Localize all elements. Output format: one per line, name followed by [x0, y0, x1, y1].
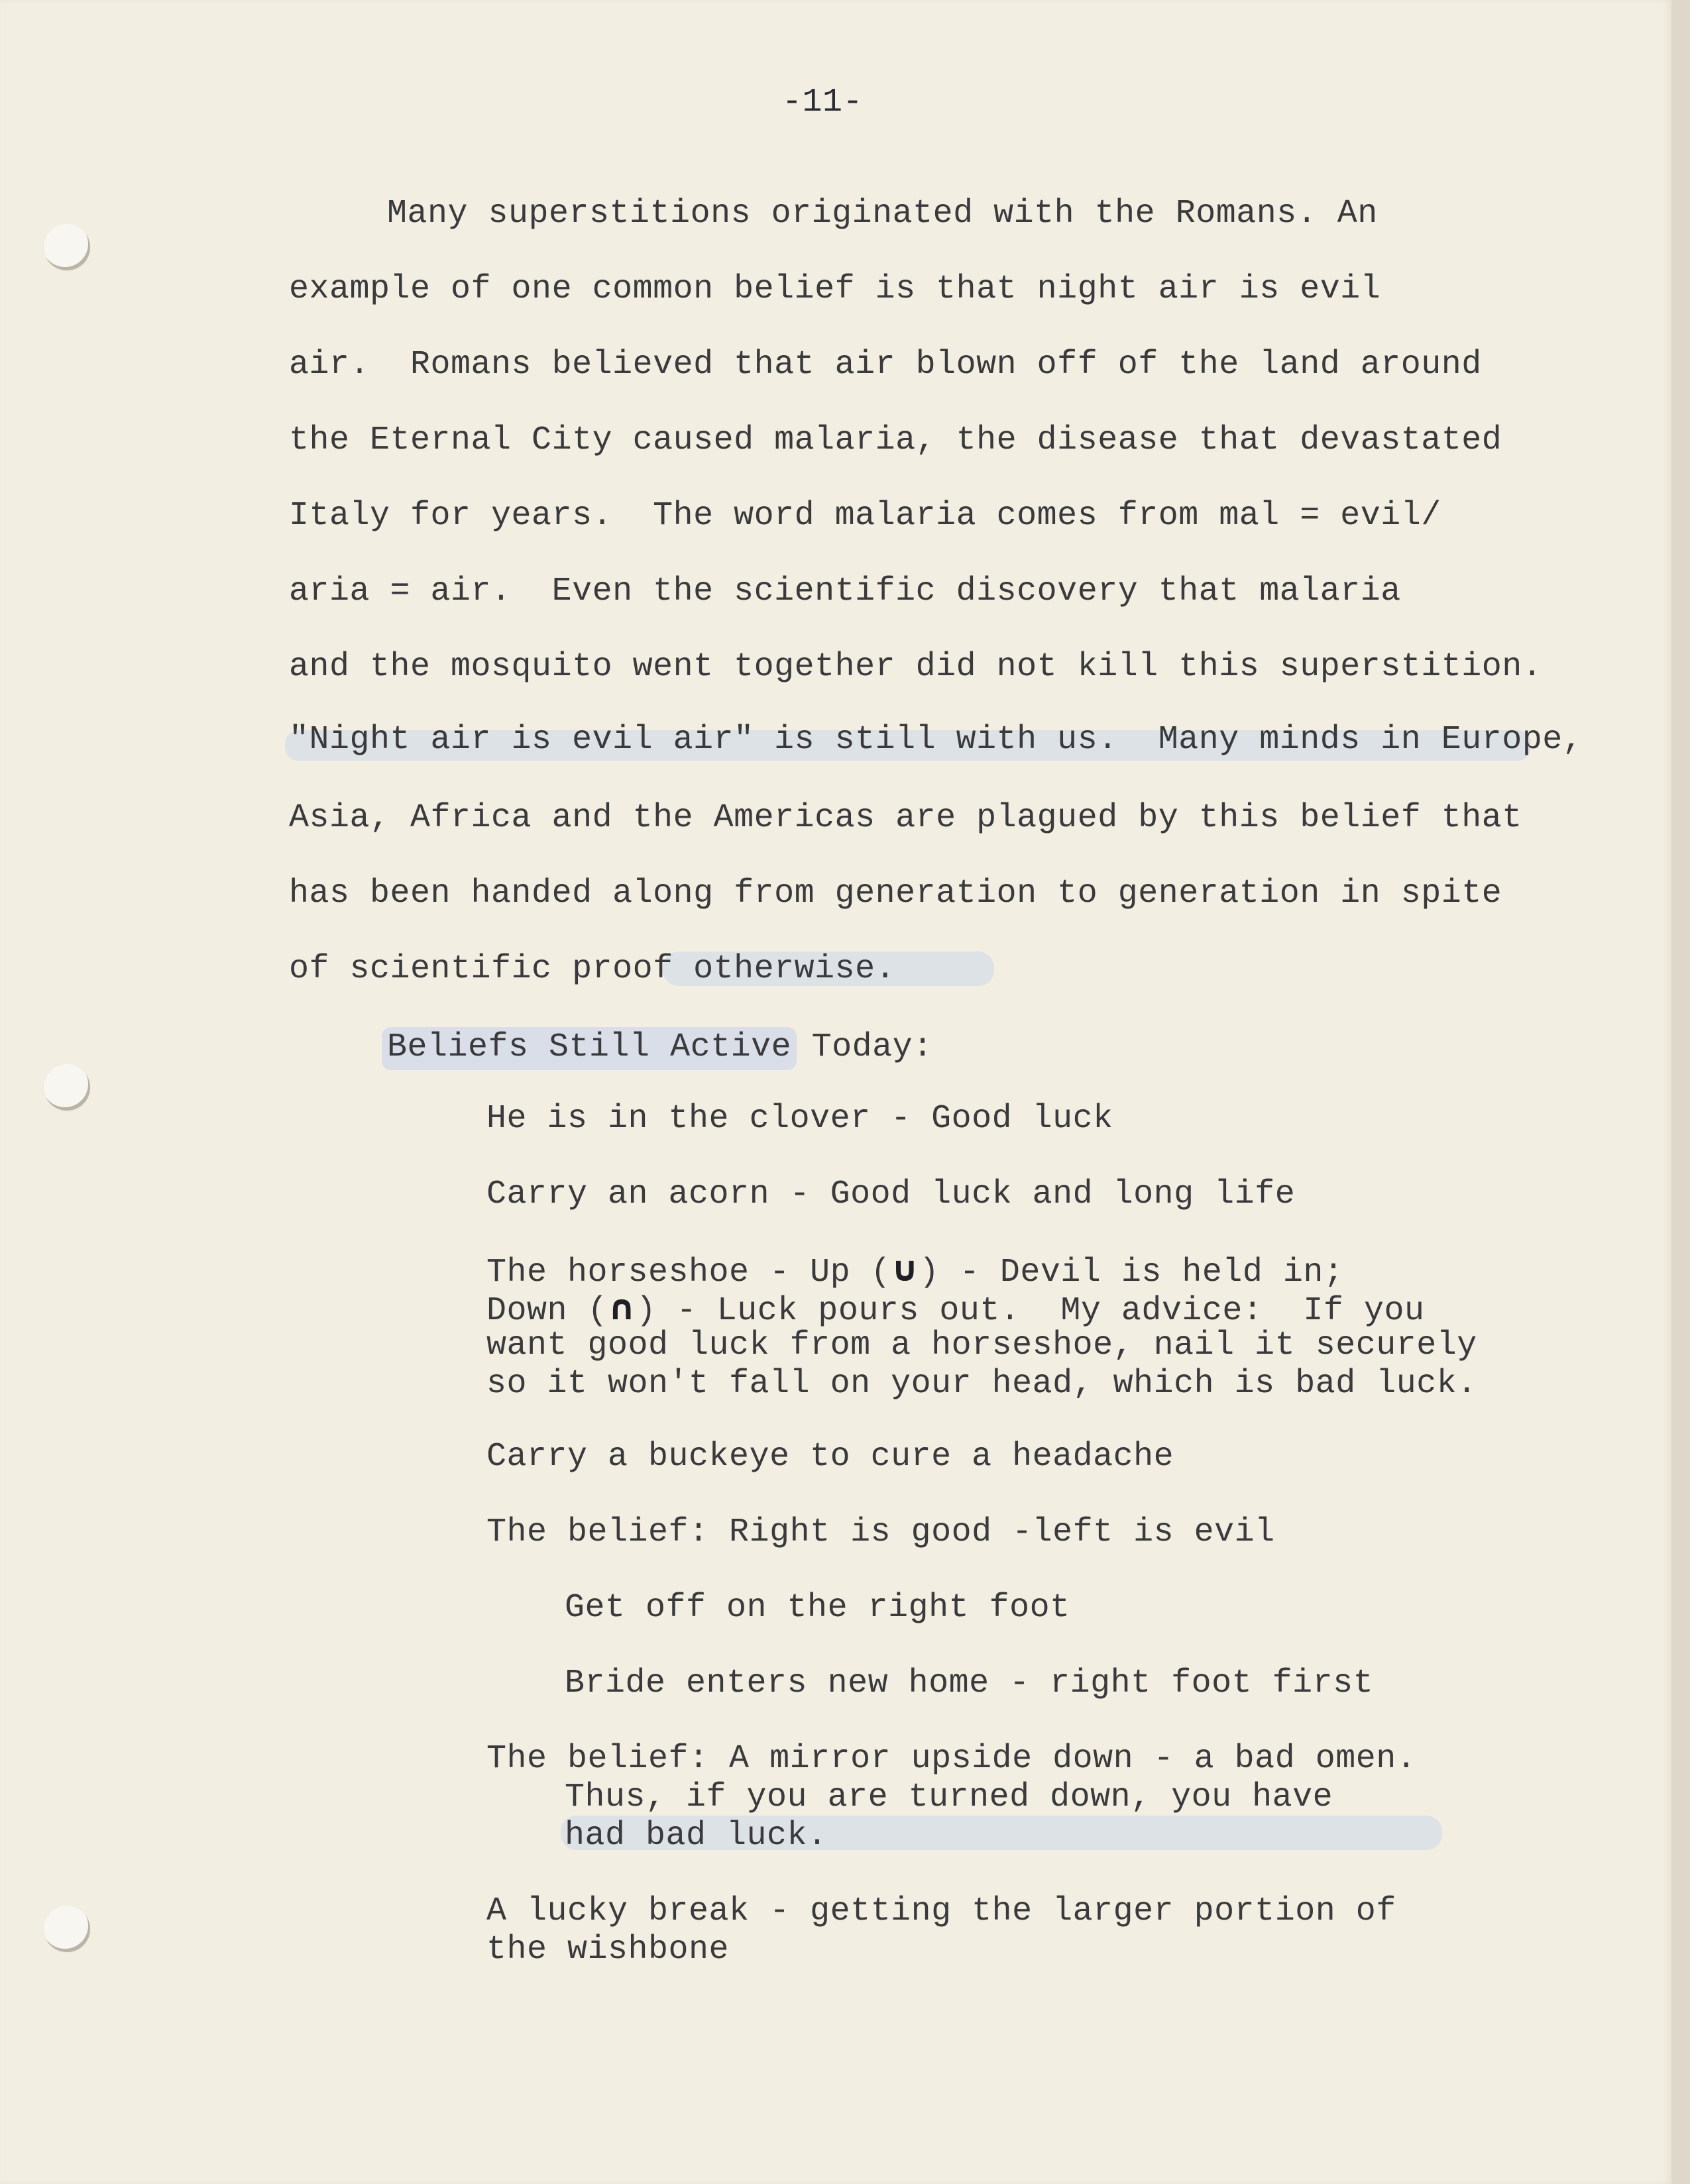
- paragraph-line: and the mosquito went together did not kill this superstition.: [289, 648, 1543, 686]
- paragraph-line: aria = air. Even the scientific discovery that malaria: [289, 573, 1401, 610]
- paragraph-line: Asia, Africa and the Americas are plagued by this belief that: [289, 799, 1522, 837]
- page-edge: [1671, 0, 1690, 2184]
- section-heading: [387, 1028, 933, 1066]
- horseshoe-text: Down (: [486, 1292, 608, 1330]
- page-number: -11-: [782, 83, 864, 121]
- horseshoe-text: ) - Devil is held in;: [919, 1254, 1344, 1291]
- horseshoe-line: [486, 1288, 1425, 1330]
- paragraph-line: of scientific proof otherwise.: [289, 950, 896, 988]
- right-left-example: Bride enters new home - right foot first: [565, 1665, 1374, 1702]
- right-left-example: Get off on the right foot: [565, 1589, 1070, 1627]
- right-left-line: The belief: Right is good -left is evil: [486, 1513, 1275, 1551]
- mirror-line: The belief: A mirror upside down - a bad omen.: [486, 1740, 1417, 1778]
- horseshoe-text: ) - Luck pours out. My advice: If you: [636, 1292, 1425, 1330]
- horseshoe-line: so it won't fall on your head, which is bad luck.: [486, 1365, 1477, 1403]
- binder-hole-top: [44, 224, 90, 270]
- paragraph-line: has been handed along from generation to generation in spite: [289, 875, 1502, 912]
- section-heading-rest: Today:: [791, 1028, 933, 1066]
- wishbone-line: the wishbone: [486, 1931, 730, 1969]
- mirror-line: had bad luck.: [565, 1817, 828, 1855]
- mirror-line: Thus, if you are turned down, you have: [565, 1778, 1333, 1816]
- paragraph-line: example of one common belief is that night air is evil: [289, 270, 1381, 308]
- horseshoe-up-glyph: ∪: [891, 1250, 919, 1289]
- paragraph-line: Many superstitions originated with the Romans. An: [387, 195, 1378, 233]
- binder-hole-middle: [44, 1064, 90, 1111]
- horseshoe-down-glyph: ∩: [608, 1288, 636, 1328]
- horseshoe-line: [486, 1252, 1343, 1289]
- horseshoe-text: The horseshoe - Up (: [486, 1254, 891, 1291]
- horseshoe-line: want good luck from a horseshoe, nail it securely: [486, 1327, 1477, 1364]
- belief-clover: He is in the clover - Good luck: [486, 1100, 1113, 1138]
- section-heading-highlighted: Beliefs Still Active: [382, 1027, 797, 1070]
- paragraph-line: "Night air is evil air" is still with us. Many minds in Europe,: [289, 721, 1583, 759]
- paragraph-line: the Eternal City caused malaria, the disease that devastated: [289, 421, 1502, 459]
- paragraph-line: air. Romans believed that air blown off of the land around: [289, 346, 1482, 384]
- binder-hole-bottom: [44, 1906, 90, 1952]
- wishbone-line: A lucky break - getting the larger portion of: [486, 1892, 1396, 1930]
- belief-buckeye: Carry a buckeye to cure a headache: [486, 1438, 1174, 1476]
- paragraph-line: Italy for years. The word malaria comes from mal = evil/: [289, 497, 1441, 535]
- belief-acorn: Carry an acorn - Good luck and long life: [486, 1175, 1296, 1213]
